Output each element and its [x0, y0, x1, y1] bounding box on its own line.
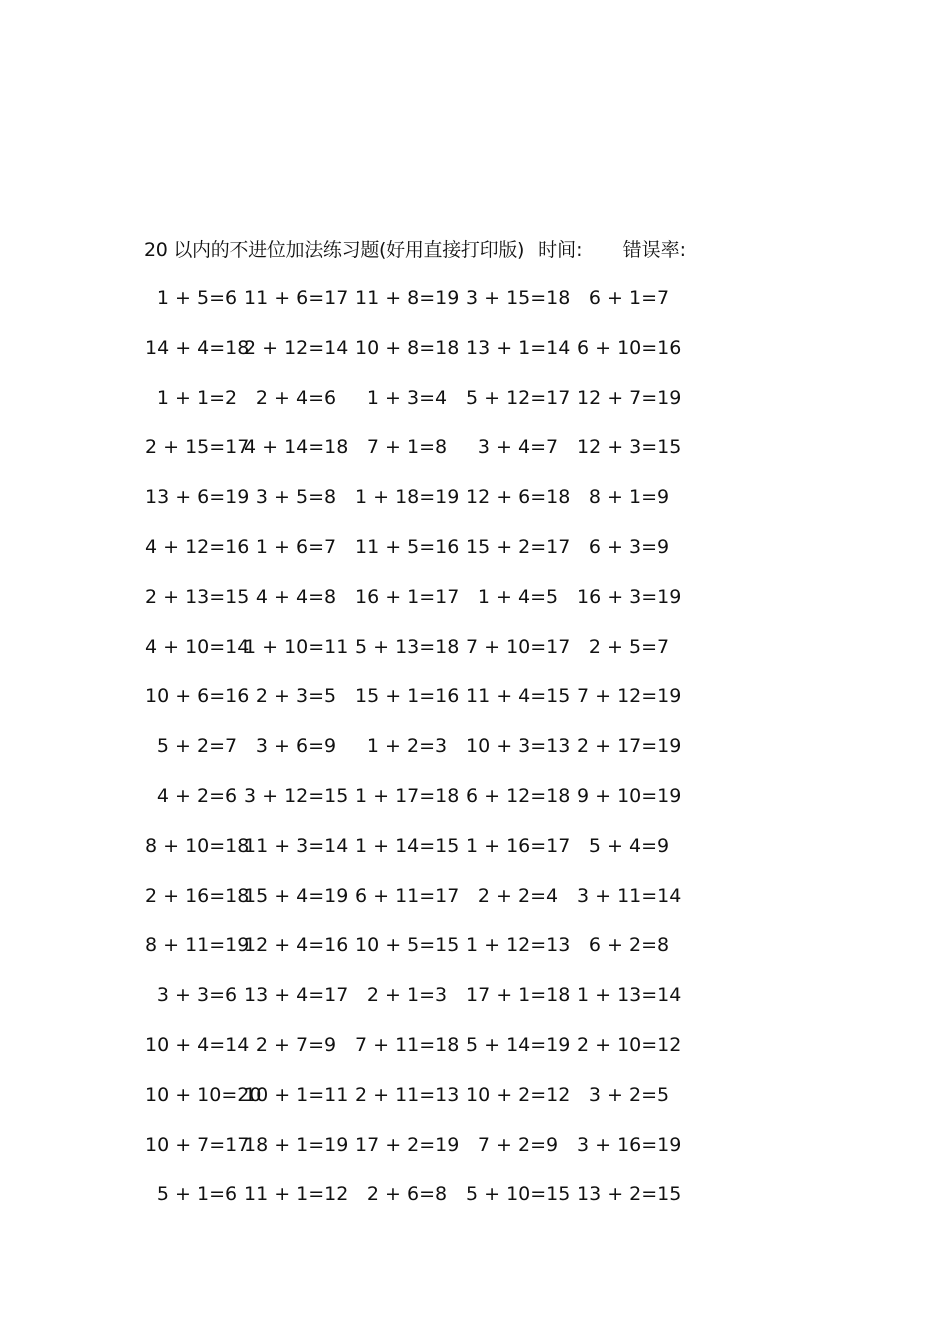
problem-item: 1 + 10=11 — [244, 635, 349, 658]
problem-item: 2 + 13=15 — [145, 585, 250, 608]
problem-item: 2 + 5=7 — [588, 635, 670, 658]
problem-item: 7 + 10=17 — [466, 635, 571, 658]
problem-item: 1 + 2=3 — [366, 735, 448, 758]
problem-item: 1 + 1=2 — [156, 386, 238, 409]
problem-row — [0, 384, 950, 434]
problem-item: 2 + 6=8 — [366, 1183, 448, 1206]
problem-item: 10 + 1=11 — [244, 1083, 349, 1106]
problem-row — [0, 1131, 950, 1181]
problem-item: 15 + 4=19 — [244, 884, 349, 907]
problem-item: 2 + 12=14 — [244, 336, 349, 359]
problem-item: 10 + 4=14 — [145, 1033, 250, 1056]
problem-item: 10 + 10=20 — [145, 1083, 262, 1106]
problem-item: 3 + 15=18 — [466, 287, 571, 309]
problem-item: 4 + 12=16 — [145, 535, 250, 558]
problem-item: 4 + 14=18 — [244, 436, 349, 459]
problem-item: 1 + 3=4 — [366, 386, 448, 409]
problem-item: 4 + 4=8 — [255, 585, 337, 608]
problem-item: 1 + 12=13 — [466, 934, 571, 957]
problem-row — [0, 682, 950, 732]
problem-item: 8 + 11=19 — [145, 934, 250, 957]
problem-row — [0, 981, 950, 1031]
problem-item: 18 + 1=19 — [244, 1133, 349, 1156]
problem-item: 2 + 17=19 — [577, 735, 682, 758]
problem-item: 13 + 2=15 — [577, 1183, 682, 1206]
problem-item: 5 + 4=9 — [588, 834, 670, 857]
problem-item: 1 + 18=19 — [355, 486, 460, 509]
problem-item: 12 + 4=16 — [244, 934, 349, 957]
problem-item: 11 + 6=17 — [244, 287, 349, 309]
problem-item: 1 + 5=6 — [156, 287, 238, 309]
problem-item: 2 + 4=6 — [255, 386, 337, 409]
problem-row — [0, 533, 950, 583]
problem-item: 3 + 5=8 — [255, 486, 337, 509]
problem-item: 16 + 1=17 — [355, 585, 460, 608]
problem-item: 6 + 11=17 — [355, 884, 460, 907]
problem-item: 15 + 2=17 — [466, 535, 571, 558]
problem-item: 1 + 6=7 — [255, 535, 337, 558]
problem-row — [0, 583, 950, 633]
problem-item: 11 + 8=19 — [355, 287, 460, 309]
problem-item: 5 + 13=18 — [355, 635, 460, 658]
problem-item: 10 + 5=15 — [355, 934, 460, 957]
problem-row — [0, 882, 950, 932]
problem-item: 1 + 14=15 — [355, 834, 460, 857]
problem-item: 1 + 17=18 — [355, 784, 460, 807]
problem-item: 12 + 3=15 — [577, 436, 682, 459]
problem-row — [0, 931, 950, 981]
problem-item: 7 + 1=8 — [366, 436, 448, 459]
problem-item: 1 + 4=5 — [477, 585, 559, 608]
problem-item: 10 + 6=16 — [145, 685, 250, 708]
problem-item: 6 + 1=7 — [588, 287, 670, 309]
problem-item: 2 + 16=18 — [145, 884, 250, 907]
problem-item: 9 + 10=19 — [577, 784, 682, 807]
problem-item: 6 + 3=9 — [588, 535, 670, 558]
problem-item: 14 + 4=18 — [145, 336, 250, 359]
problem-item: 13 + 6=19 — [145, 486, 250, 509]
problem-item: 3 + 12=15 — [244, 784, 349, 807]
problem-item: 3 + 2=5 — [588, 1083, 670, 1106]
problem-item: 7 + 12=19 — [577, 685, 682, 708]
problem-item: 11 + 4=15 — [466, 685, 571, 708]
problem-item: 2 + 2=4 — [477, 884, 559, 907]
problem-item: 6 + 2=8 — [588, 934, 670, 957]
problem-item: 12 + 7=19 — [577, 386, 682, 409]
problem-item: 2 + 10=12 — [577, 1033, 682, 1056]
problem-item: 12 + 6=18 — [466, 486, 571, 509]
problem-row — [0, 1180, 950, 1230]
problem-item: 17 + 1=18 — [466, 984, 571, 1007]
problem-item: 11 + 5=16 — [355, 535, 460, 558]
problem-row — [0, 1081, 950, 1131]
problem-item: 7 + 11=18 — [355, 1033, 460, 1056]
problem-item: 2 + 7=9 — [255, 1033, 337, 1056]
problem-item: 8 + 10=18 — [145, 834, 250, 857]
problem-item: 13 + 4=17 — [244, 984, 349, 1007]
error-rate-label: 错误率: — [622, 239, 686, 261]
problem-item: 5 + 12=17 — [466, 386, 571, 409]
time-label: 时间: — [538, 239, 583, 261]
problem-item: 10 + 8=18 — [355, 336, 460, 359]
worksheet-header — [144, 236, 686, 264]
problem-item: 7 + 2=9 — [477, 1133, 559, 1156]
problem-row — [0, 1031, 950, 1081]
problem-row — [0, 433, 950, 483]
problem-item: 4 + 10=14 — [145, 635, 250, 658]
problem-item: 2 + 1=3 — [366, 984, 448, 1007]
problem-item: 10 + 3=13 — [466, 735, 571, 758]
problem-item: 10 + 7=17 — [145, 1133, 250, 1156]
problem-item: 1 + 16=17 — [466, 834, 571, 857]
problem-item: 1 + 13=14 — [577, 984, 682, 1007]
problem-row — [0, 483, 950, 533]
problem-item: 3 + 11=14 — [577, 884, 682, 907]
problem-grid — [0, 284, 950, 1230]
problem-item: 17 + 2=19 — [355, 1133, 460, 1156]
problem-item: 5 + 2=7 — [156, 735, 238, 758]
problem-row — [0, 284, 950, 334]
problem-item: 6 + 12=18 — [466, 784, 571, 807]
problem-item: 5 + 10=15 — [466, 1183, 571, 1206]
problem-item: 3 + 6=9 — [255, 735, 337, 758]
problem-item: 6 + 10=16 — [577, 336, 682, 359]
problem-item: 16 + 3=19 — [577, 585, 682, 608]
problem-item: 4 + 2=6 — [156, 784, 238, 807]
problem-item: 5 + 14=19 — [466, 1033, 571, 1056]
worksheet-title: 20 以内的不进位加法练习题(好用直接打印版) — [144, 239, 525, 261]
problem-item: 3 + 3=6 — [156, 984, 238, 1007]
problem-item: 5 + 1=6 — [156, 1183, 238, 1206]
problem-item: 8 + 1=9 — [588, 486, 670, 509]
problem-item: 2 + 11=13 — [355, 1083, 460, 1106]
problem-item: 2 + 3=5 — [255, 685, 337, 708]
problem-item: 15 + 1=16 — [355, 685, 460, 708]
problem-row — [0, 832, 950, 882]
problem-item: 3 + 16=19 — [577, 1133, 682, 1156]
problem-item: 3 + 4=7 — [477, 436, 559, 459]
problem-item: 11 + 1=12 — [244, 1183, 349, 1206]
problem-row — [0, 633, 950, 683]
problem-row — [0, 732, 950, 782]
problem-item: 11 + 3=14 — [244, 834, 349, 857]
problem-item: 10 + 2=12 — [466, 1083, 571, 1106]
problem-item: 13 + 1=14 — [466, 336, 571, 359]
problem-row — [0, 334, 950, 384]
problem-row — [0, 782, 950, 832]
problem-item: 2 + 15=17 — [145, 436, 250, 459]
